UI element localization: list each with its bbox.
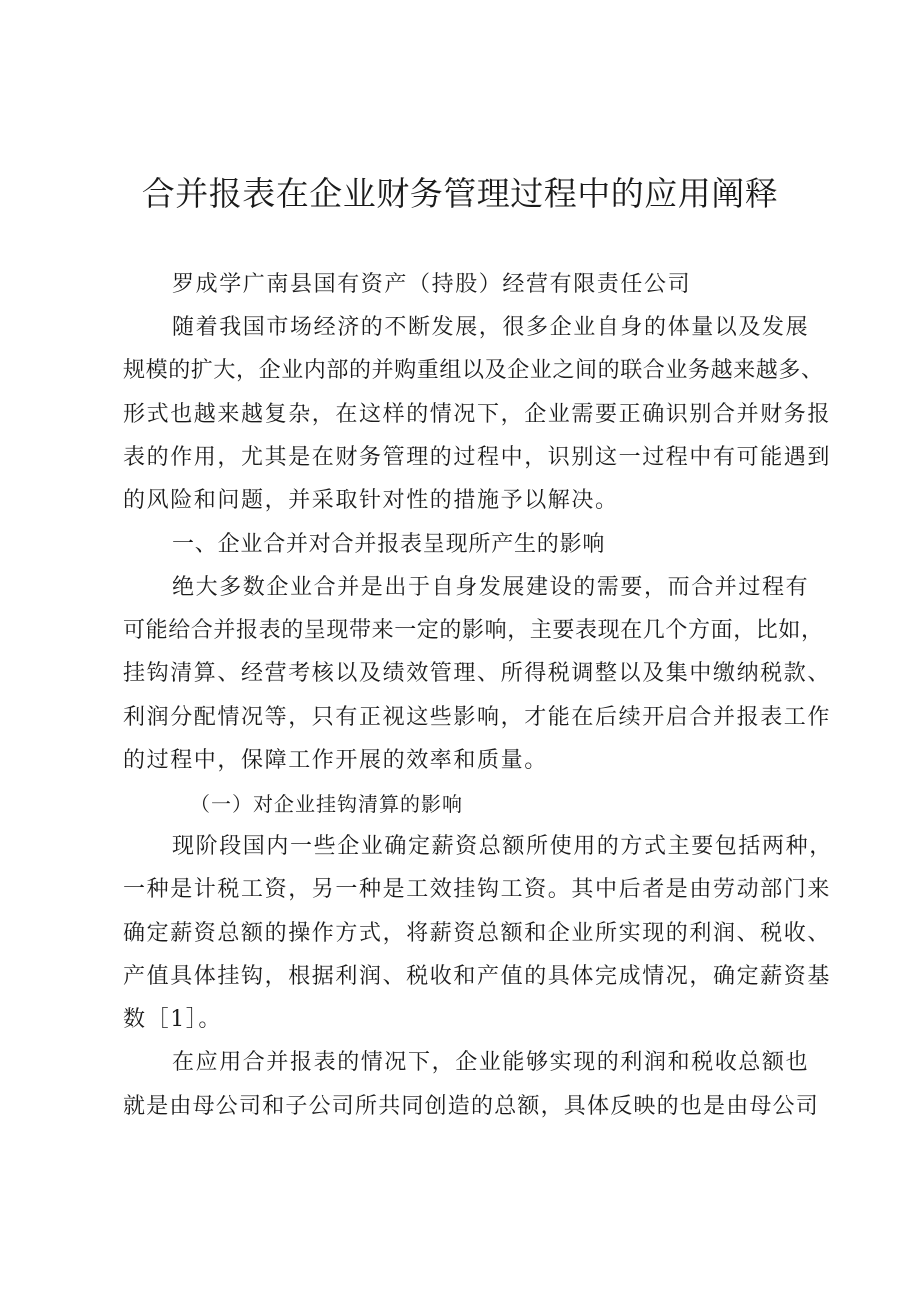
intro-line-2: 规模的扩大，企业内部的并购重组以及企业之间的联合业务越来越多、: [123, 358, 824, 383]
sub1-para2-line-2: 就是由母公司和子公司所共同创造的总额，具体反映的也是由母公司: [123, 1094, 820, 1119]
section1-line-1: 绝大多数企业合并是出于自身发展建设的需要，而合并过程有: [172, 575, 810, 600]
intro-line-3: 形式也越来越复杂，在这样的情况下，企业需要正确识别合并财务报: [123, 402, 832, 427]
intro-line-5: 的风险和问题，并采取针对性的措施予以解决。: [123, 488, 619, 513]
document-title: 合并报表在企业财务管理过程中的应用阐释: [141, 174, 779, 213]
sub1-para1-line-3: 确定薪资总额的操作方式，将薪资总额和企业所实现的利润、税收、: [123, 921, 832, 946]
section1-line-4: 利润分配情况等，只有正视这些影响，才能在后续开启合并报表工作: [123, 705, 832, 730]
intro-line-4: 表的作用，尤其是在财务管理的过程中，识别这一过程中有可能遇到: [123, 445, 832, 470]
sub1-para1-line-4: 产值具体挂钩，根据利润、税收和产值的具体完成情况，确定薪资基: [123, 964, 832, 989]
sub1-para2-line-1: 在应用合并报表的情况下，企业能够实现的利润和税收总额也: [172, 1050, 810, 1075]
section1-line-3: 挂钩清算、经营考核以及绩效管理、所得税调整以及集中缴纳税款、: [123, 661, 832, 686]
sub1-para1-line-5: 数［1］。: [123, 1007, 222, 1032]
section1-line-5: 的过程中，保障工作开展的效率和质量。: [123, 748, 548, 773]
subsection-heading-1: （一）对企业挂钩清算的影响: [190, 792, 463, 816]
section-heading-1: 一、企业合并对合并报表呈现所产生的影响: [172, 532, 606, 557]
intro-line-1: 随着我国市场经济的不断发展，很多企业自身的体量以及发展: [172, 315, 810, 340]
author-line: 罗成学广南县国有资产（持股）经营有限责任公司: [172, 272, 692, 297]
section1-line-2: 可能给合并报表的呈现带来一定的影响，主要表现在几个方面，比如，: [123, 618, 824, 643]
sub1-para1-line-2: 一种是计税工资，另一种是工效挂钩工资。其中后者是由劳动部门来: [123, 877, 832, 902]
sub1-para1-line-1: 现阶段国内一些企业确定薪资总额所使用的方式主要包括两种，: [172, 834, 833, 859]
